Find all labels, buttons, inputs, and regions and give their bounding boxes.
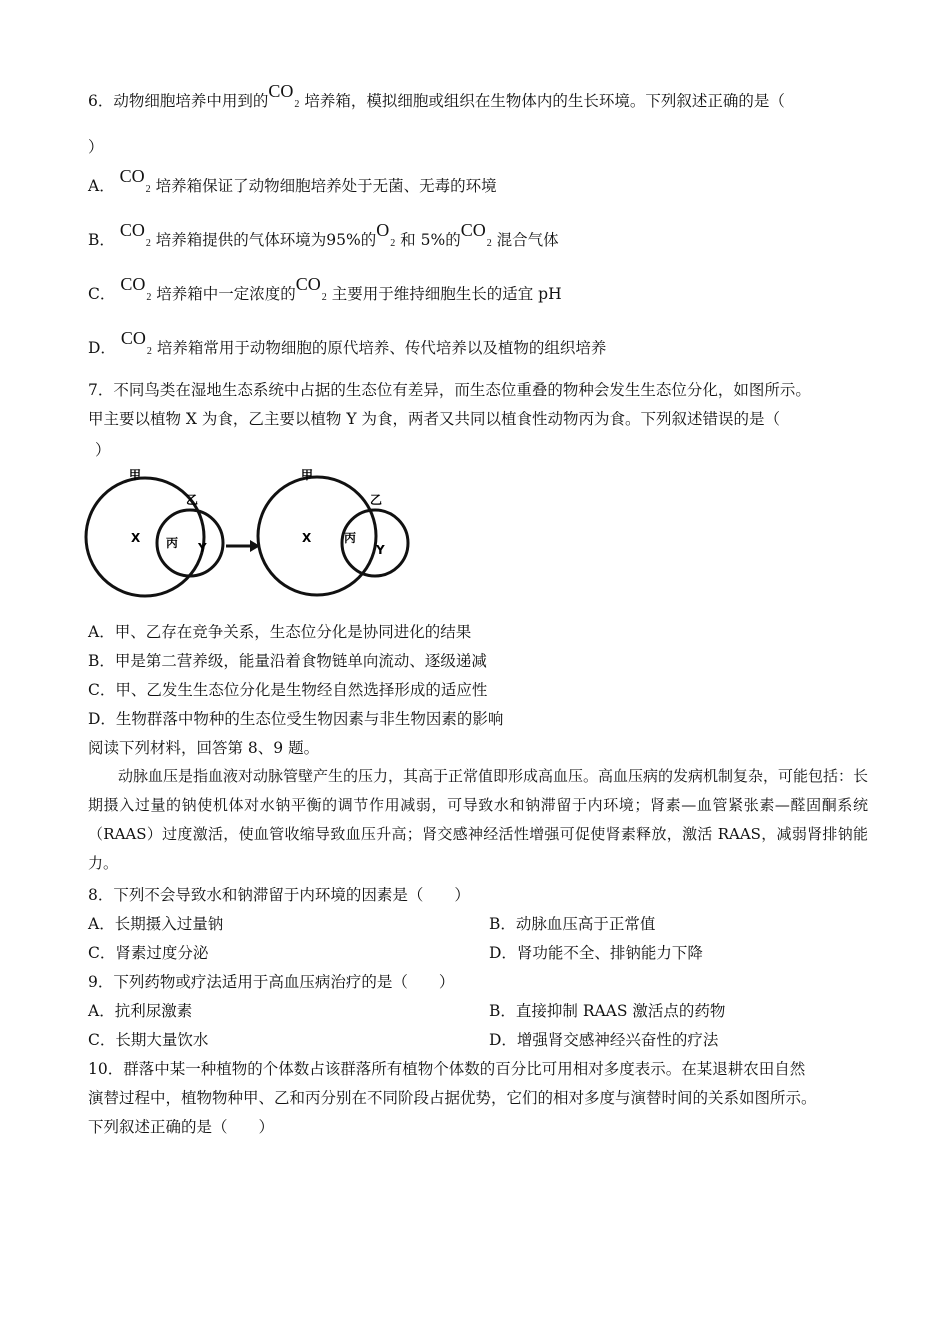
label-y-right: Y xyxy=(376,543,385,557)
q9-stem: 9．下列药物或疗法适用于高血压病治疗的是（ ） xyxy=(88,973,455,991)
q6-stem-post: 培养箱，模拟细胞或组织在生物体内的生长环境。下列叙述正确的是（ xyxy=(304,92,785,110)
co2-formula: CO2 xyxy=(119,166,151,195)
q7-option-b[interactable]: B．甲是第二营养级，能量沿着食物链单向流动、逐级递减 xyxy=(88,652,487,670)
q7-option-c[interactable]: C．甲、乙发生生态位分化是生物经自然选择形成的适应性 xyxy=(88,681,488,699)
co2-formula: CO2 xyxy=(119,220,151,249)
co2-formula: CO2 xyxy=(120,328,152,357)
q6-stem-pre: 6．动物细胞培养中用到的 xyxy=(88,92,269,110)
circle-jia-after xyxy=(258,477,376,595)
o2-formula: O2 xyxy=(376,220,396,249)
niche-differentiation-figure xyxy=(80,460,420,600)
co2-formula: CO2 xyxy=(460,220,492,249)
q6-option-a[interactable]: A． CO2 培养箱保证了动物细胞培养处于无菌、无毒的环境 xyxy=(88,175,497,199)
q10-stem-line2: 演替过程中，植物物种甲、乙和丙分别在不同阶段占据优势，它们的相对多度与演替时间的关系如图所示。 xyxy=(88,1089,817,1107)
q9-option-c[interactable]: C．长期大量饮水 xyxy=(88,1031,209,1049)
q8-option-d[interactable]: D．肾功能不全、排钠能力下降 xyxy=(489,944,703,962)
q6-stem xyxy=(88,81,785,114)
q7-option-a[interactable]: A．甲、乙存在竞争关系，生态位分化是协同进化的结果 xyxy=(88,623,472,641)
label-x-right: X xyxy=(302,531,312,545)
q7-stem-close: ） xyxy=(95,441,111,459)
q10-stem-line3: 下列叙述正确的是（ ） xyxy=(88,1118,275,1136)
q10-stem-line1: 10．群落中某一种植物的个体数占该群落所有植物个体数的百分比可用相对多度表示。在某退耕农田自然 xyxy=(88,1060,806,1078)
label-bing-right: 丙 xyxy=(344,531,357,545)
q9-option-b[interactable]: B．直接抑制 RAAS 激活点的药物 xyxy=(489,1002,726,1020)
q6-stem-close: ） xyxy=(88,138,104,156)
q6-option-b[interactable]: B． CO2 培养箱提供的气体环境为95%的O2 和 5%的CO2 混合气体 xyxy=(88,229,559,253)
q7-stem-line1: 7．不同鸟类在湿地生态系统中占据的生态位有差异，而生态位重叠的物种会发生生态位分化，如图所示。 xyxy=(88,381,811,399)
co2-formula: CO2 xyxy=(268,81,300,110)
label-jia-left: 甲 xyxy=(129,468,142,482)
q9-option-a[interactable]: A．抗利尿激素 xyxy=(88,1002,193,1020)
label-y-left: Y xyxy=(198,541,207,555)
label-jia-right: 甲 xyxy=(301,468,314,482)
co2-formula: CO2 xyxy=(295,274,327,303)
q8-stem: 8．下列不会导致水和钠滞留于内环境的因素是（ ） xyxy=(88,886,470,904)
q6-option-d[interactable]: D． CO2 培养箱常用于动物细胞的原代培养、传代培养以及植物的组织培养 xyxy=(88,337,606,361)
q7-stem-line2: 甲主要以植物 X 为食，乙主要以植物 Y 为食，两者又共同以植食性动物丙为食。下列叙述错误的是（ xyxy=(88,410,780,428)
co2-formula: CO2 xyxy=(120,274,152,303)
q7-option-d[interactable]: D．生物群落中物种的生态位受生物因素与非生物因素的影响 xyxy=(88,710,504,728)
q8-option-c[interactable]: C．肾素过度分泌 xyxy=(88,944,209,962)
material-intro: 阅读下列材料，回答第 8、9 题。 xyxy=(88,739,320,757)
label-x-left: X xyxy=(131,531,141,545)
material-passage: 动脉血压是指血液对动脉管壁产生的压力，其高于正常值即形成高血压。高血压病的发病机制复杂，可能包括：长期摄入过量的钠使机体对水钠平衡的调节作用减弱，可导致水和钠滞留于内环境；肾素—血管紧张素—醛固酮系统（RAAS）过度激活，使血管收缩导致血压升高；肾交感神经活性增强可促使肾素释放，激活 RAAS，减弱肾排钠能力。 xyxy=(88,767,869,872)
label-bing-left: 丙 xyxy=(166,536,179,550)
label-yi-right: 乙 xyxy=(370,493,383,507)
q8-option-b[interactable]: B．动脉血压高于正常值 xyxy=(489,915,656,933)
q8-option-a[interactable]: A．长期摄入过量钠 xyxy=(88,915,224,933)
q9-option-d[interactable]: D．增强肾交感神经兴奋性的疗法 xyxy=(489,1031,719,1049)
label-yi-left: 乙 xyxy=(186,493,199,507)
q6-option-c[interactable]: C． CO2 培养箱中一定浓度的CO2 主要用于维持细胞生长的适宜 pH xyxy=(88,283,562,307)
